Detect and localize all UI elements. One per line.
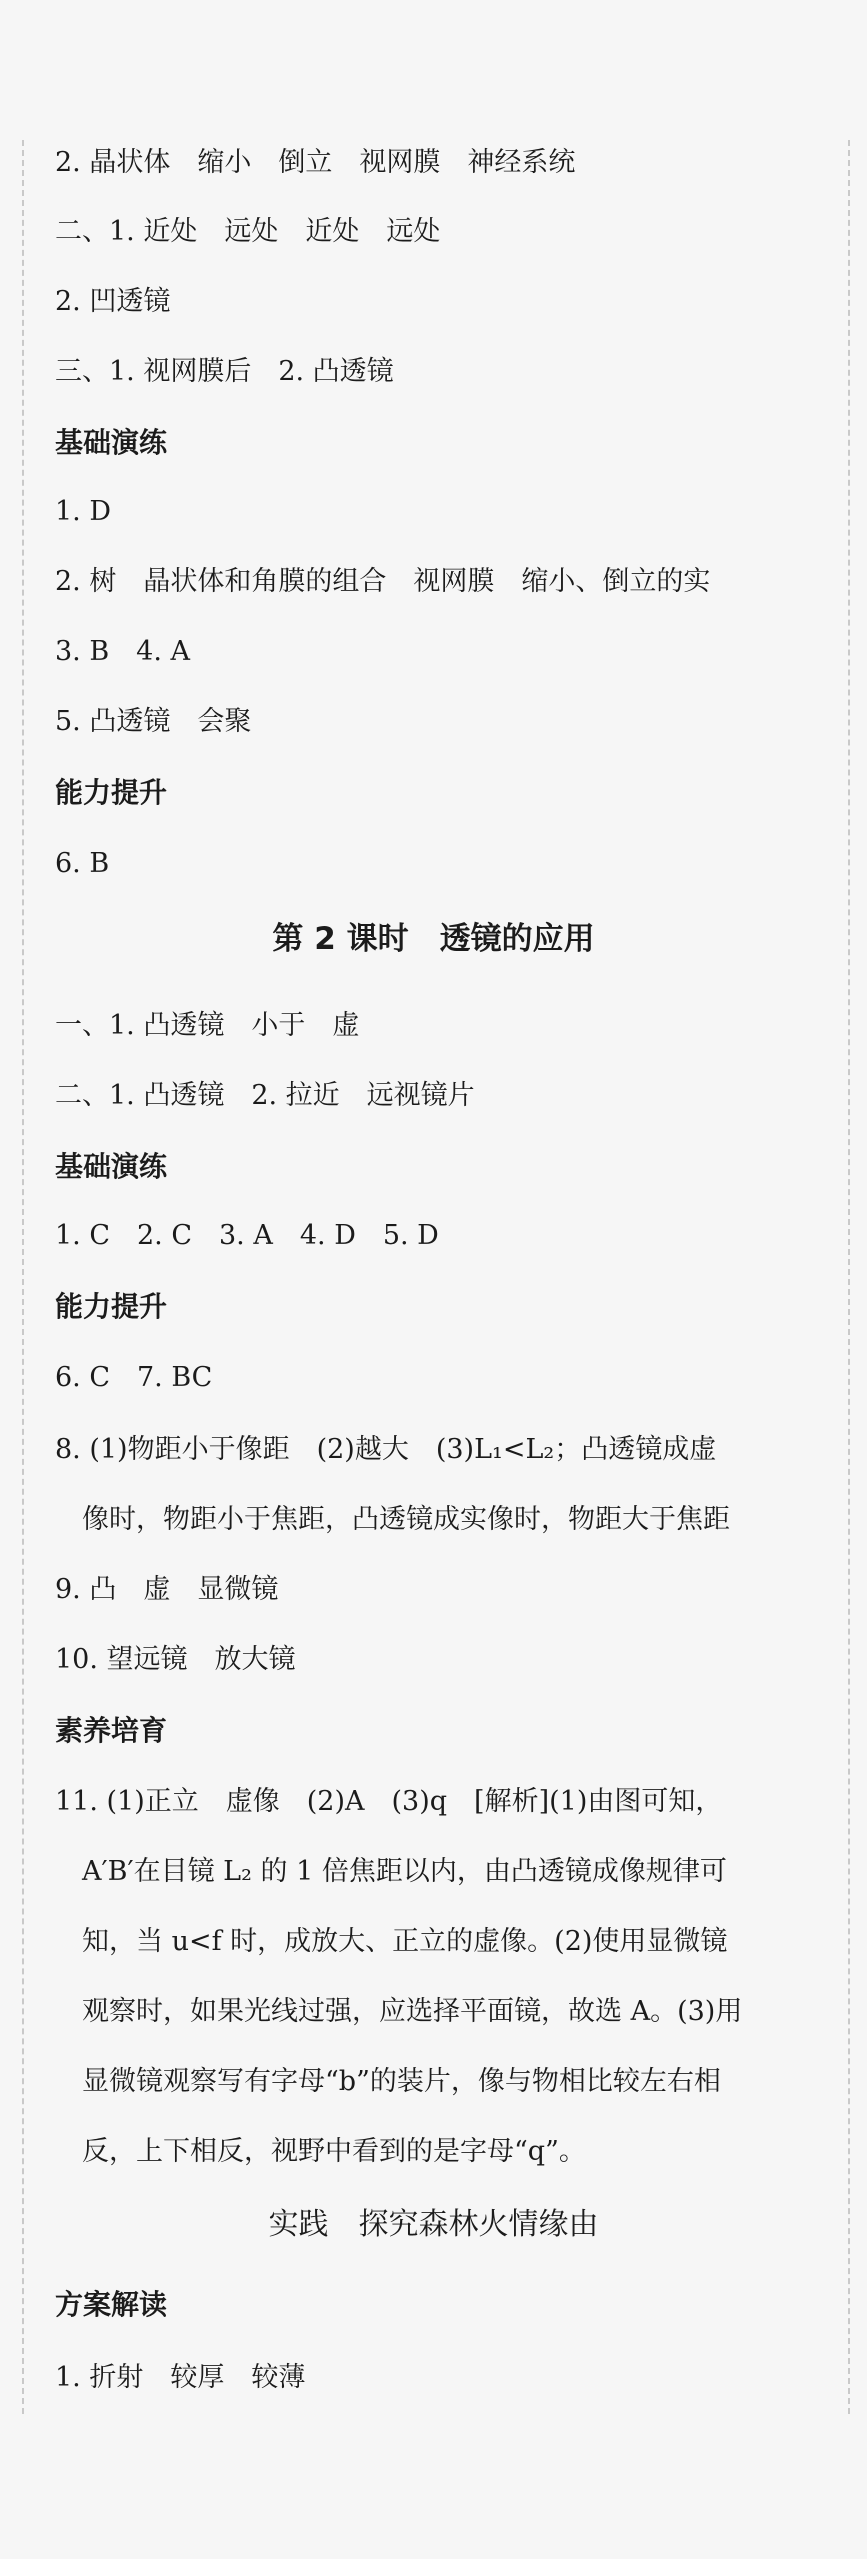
section-title: 方案解读 bbox=[55, 2288, 168, 2321]
answer-line: 二、1. 凸透镜 2. 拉近 远视镜片 bbox=[55, 1080, 475, 1111]
right-binding-line bbox=[848, 140, 850, 2414]
answer-line: 三、1. 视网膜后 2. 凸透镜 bbox=[55, 356, 394, 387]
answer-line: 知，当 u<f 时，成放大、正立的虚像。(2)使用显微镜 bbox=[82, 1926, 728, 1957]
left-binding-line bbox=[22, 140, 24, 2414]
answer-line: 1. D bbox=[55, 496, 111, 527]
answer-line: 一、1. 凸透镜 小于 虚 bbox=[55, 1010, 360, 1041]
answer-line: 10. 望远镜 放大镜 bbox=[55, 1644, 296, 1675]
practice-heading: 实践 探究森林火情缘由 bbox=[268, 2207, 599, 2242]
answer-line: 6. C 7. BC bbox=[55, 1362, 213, 1393]
answer-line: 显微镜观察写有字母“b”的装片，像与物相比较左右相 bbox=[82, 2066, 721, 2097]
answer-line: A′B′在目镜 L₂ 的 1 倍焦距以内，由凸透镜成像规律可 bbox=[82, 1856, 727, 1887]
section-title: 能力提升 bbox=[55, 776, 168, 809]
answer-line: 3. B 4. A bbox=[55, 636, 191, 667]
section-title: 素养培育 bbox=[55, 1714, 168, 1747]
answer-line: 1. 折射 较厚 较薄 bbox=[55, 2362, 306, 2393]
answer-line: 5. 凸透镜 会聚 bbox=[55, 706, 252, 737]
answer-line: 二、1. 近处 远处 近处 远处 bbox=[55, 216, 441, 247]
answer-line: 2. 晶状体 缩小 倒立 视网膜 神经系统 bbox=[55, 147, 576, 178]
answer-line: 8. (1)物距小于像距 (2)越大 (3)L₁<L₂；凸透镜成虚 bbox=[55, 1434, 717, 1465]
answer-line: 9. 凸 虚 显微镜 bbox=[55, 1574, 279, 1605]
answer-line: 像时，物距小于焦距，凸透镜成实像时，物距大于焦距 bbox=[82, 1504, 730, 1535]
section-title: 基础演练 bbox=[55, 1150, 168, 1183]
answer-line: 2. 凹透镜 bbox=[55, 286, 171, 317]
answer-line: 观察时，如果光线过强，应选择平面镜，故选 A。(3)用 bbox=[82, 1996, 743, 2027]
answer-line: 11. (1)正立 虚像 (2)A (3)q [解析](1)由图可知， bbox=[55, 1786, 723, 1817]
answer-line: 反，上下相反，视野中看到的是字母“q”。 bbox=[82, 2136, 586, 2167]
lesson-heading: 第 2 课时 透镜的应用 bbox=[272, 921, 595, 957]
answer-line: 2. 树 晶状体和角膜的组合 视网膜 缩小、倒立的实 bbox=[55, 566, 711, 597]
section-title: 基础演练 bbox=[55, 426, 168, 459]
section-title: 能力提升 bbox=[55, 1290, 168, 1323]
answer-line: 1. C 2. C 3. A 4. D 5. D bbox=[55, 1220, 439, 1251]
answer-line: 6. B bbox=[55, 848, 110, 879]
